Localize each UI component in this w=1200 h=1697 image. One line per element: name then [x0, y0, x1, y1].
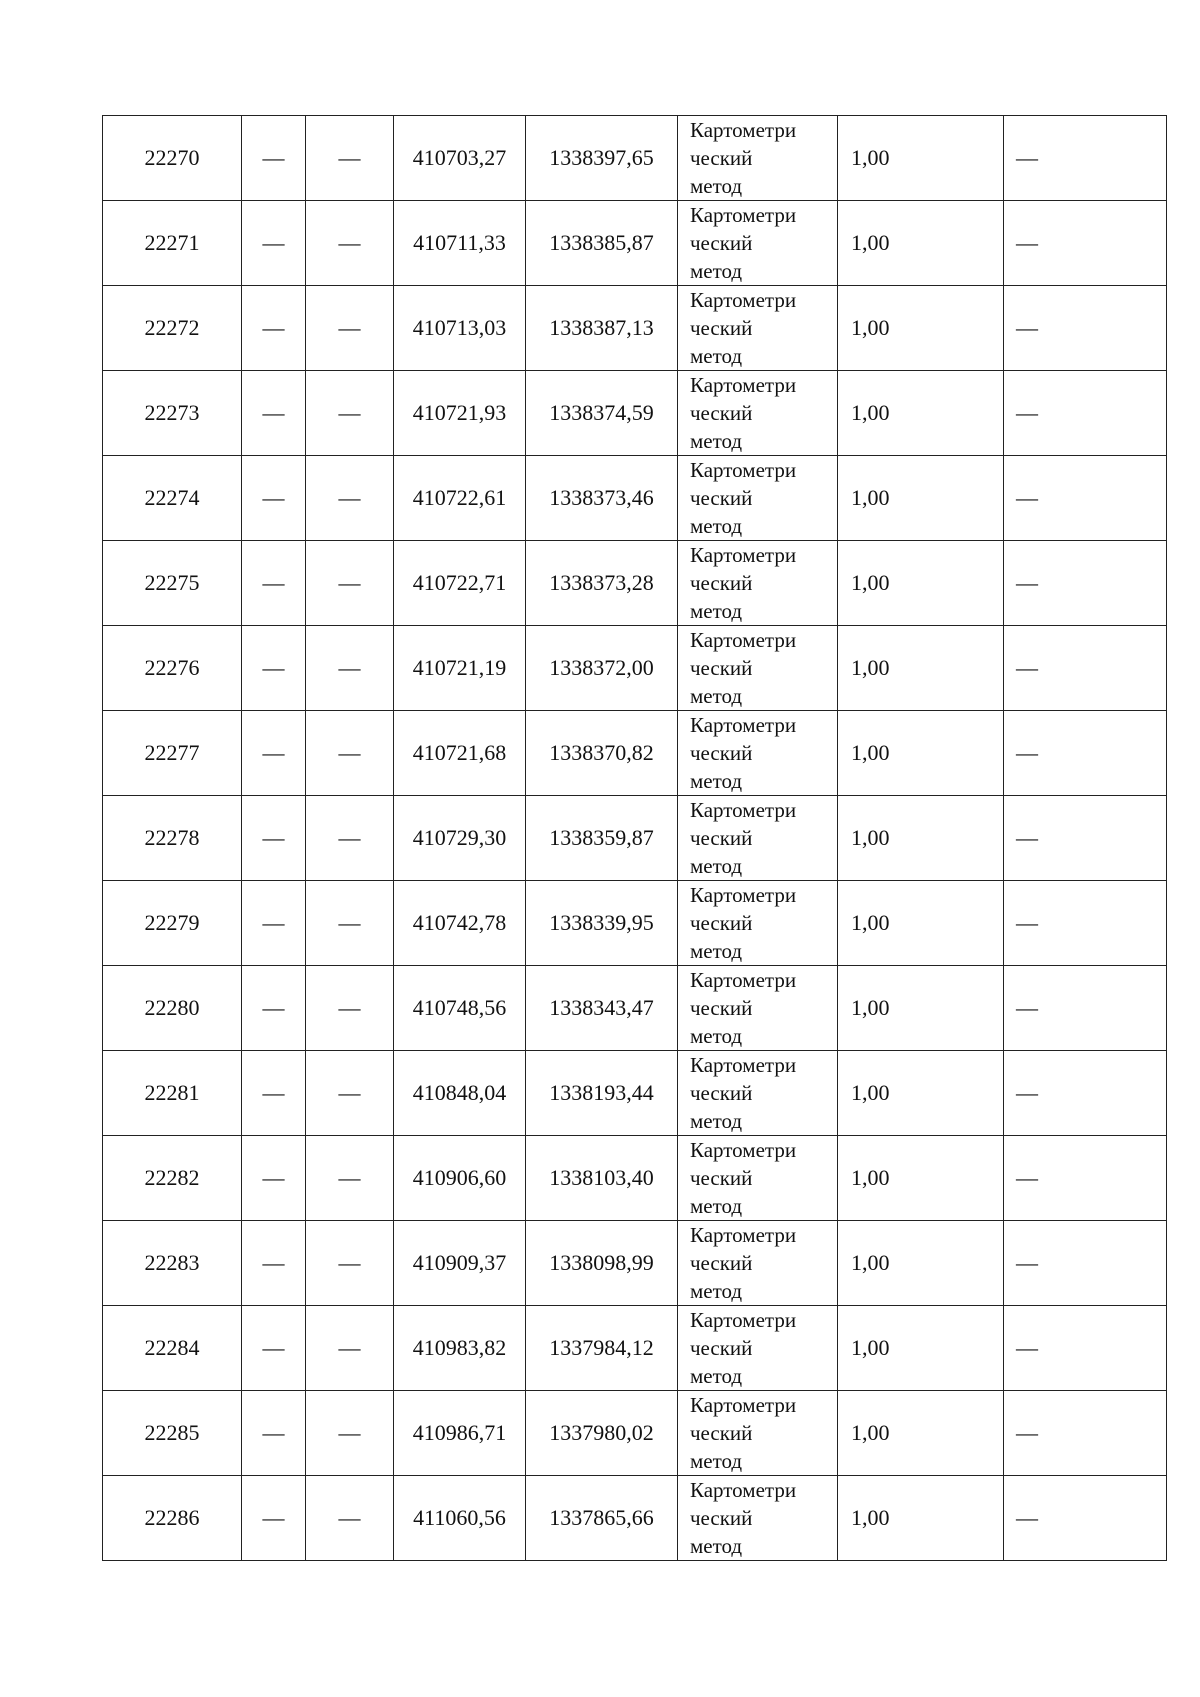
- x-coordinate-cell: 410722,71: [394, 541, 526, 626]
- table-row: [103, 1051, 1167, 1136]
- accuracy-cell: 1,00: [838, 711, 1004, 796]
- y-coordinate-cell: 1338387,13: [526, 286, 678, 371]
- empty-dash-cell: —: [242, 796, 306, 881]
- method-cell: [678, 966, 838, 1051]
- accuracy-cell: 1,00: [838, 796, 1004, 881]
- method-text-line: метод: [690, 259, 743, 283]
- method-cell: [678, 1051, 838, 1136]
- point-number-cell: 22280: [103, 966, 242, 1051]
- y-coordinate-cell: 1338373,46: [526, 456, 678, 541]
- y-coordinate-cell: 1338103,40: [526, 1136, 678, 1221]
- empty-dash-cell: —: [1004, 201, 1167, 286]
- table-row: [103, 286, 1167, 371]
- empty-dash-cell: —: [306, 1476, 394, 1561]
- point-number-cell: 22272: [103, 286, 242, 371]
- empty-dash-cell: —: [306, 456, 394, 541]
- empty-dash-cell: —: [1004, 796, 1167, 881]
- y-coordinate-cell: 1338373,28: [526, 541, 678, 626]
- accuracy-cell: 1,00: [838, 456, 1004, 541]
- x-coordinate-cell: 411060,56: [394, 1476, 526, 1561]
- table-row: [103, 966, 1167, 1051]
- table-row: [103, 456, 1167, 541]
- method-cell: [678, 711, 838, 796]
- accuracy-cell: 1,00: [838, 1391, 1004, 1476]
- table-row: [103, 1136, 1167, 1221]
- empty-dash-cell: —: [306, 541, 394, 626]
- point-number-cell: 22286: [103, 1476, 242, 1561]
- method-text-line: метод: [690, 1364, 743, 1388]
- table-row: [103, 1391, 1167, 1476]
- method-text-line: Картометри: [690, 713, 797, 737]
- method-text-line: Картометри: [690, 203, 797, 227]
- x-coordinate-cell: 410906,60: [394, 1136, 526, 1221]
- x-coordinate-cell: 410703,27: [394, 116, 526, 201]
- method-text-line: ческий: [690, 1166, 753, 1190]
- empty-dash-cell: —: [1004, 286, 1167, 371]
- empty-dash-cell: —: [1004, 711, 1167, 796]
- y-coordinate-cell: 1338193,44: [526, 1051, 678, 1136]
- empty-dash-cell: —: [242, 116, 306, 201]
- empty-dash-cell: —: [1004, 1391, 1167, 1476]
- point-number-cell: 22282: [103, 1136, 242, 1221]
- method-text-line: метод: [690, 769, 743, 793]
- method-text-line: метод: [690, 344, 743, 368]
- method-text-line: Картометри: [690, 628, 797, 652]
- empty-dash-cell: —: [1004, 371, 1167, 456]
- empty-dash-cell: —: [242, 1221, 306, 1306]
- method-text-line: метод: [690, 1109, 743, 1133]
- table-row: [103, 1306, 1167, 1391]
- empty-dash-cell: —: [306, 116, 394, 201]
- y-coordinate-cell: 1337980,02: [526, 1391, 678, 1476]
- empty-dash-cell: —: [306, 371, 394, 456]
- method-cell: [678, 286, 838, 371]
- y-coordinate-cell: 1338372,00: [526, 626, 678, 711]
- point-number-cell: 22284: [103, 1306, 242, 1391]
- method-text-line: Картометри: [690, 458, 797, 482]
- point-number-cell: 22273: [103, 371, 242, 456]
- method-cell: [678, 541, 838, 626]
- method-text-line: ческий: [690, 656, 753, 680]
- empty-dash-cell: —: [1004, 966, 1167, 1051]
- method-cell: [678, 371, 838, 456]
- table-row: [103, 371, 1167, 456]
- method-text-line: ческий: [690, 401, 753, 425]
- accuracy-cell: 1,00: [838, 626, 1004, 711]
- method-text-line: метод: [690, 599, 743, 623]
- x-coordinate-cell: 410711,33: [394, 201, 526, 286]
- point-number-cell: 22278: [103, 796, 242, 881]
- y-coordinate-cell: 1338359,87: [526, 796, 678, 881]
- accuracy-cell: 1,00: [838, 966, 1004, 1051]
- accuracy-cell: 1,00: [838, 1136, 1004, 1221]
- table-row: [103, 1221, 1167, 1306]
- method-cell: [678, 201, 838, 286]
- method-text-line: метод: [690, 684, 743, 708]
- method-cell: [678, 1476, 838, 1561]
- accuracy-cell: 1,00: [838, 1476, 1004, 1561]
- method-text-line: ческий: [690, 1506, 753, 1530]
- method-text-line: ческий: [690, 911, 753, 935]
- empty-dash-cell: —: [242, 371, 306, 456]
- method-text-line: метод: [690, 174, 743, 198]
- method-text-line: ческий: [690, 1081, 753, 1105]
- x-coordinate-cell: 410848,04: [394, 1051, 526, 1136]
- method-text-line: Картометри: [690, 373, 797, 397]
- empty-dash-cell: —: [1004, 541, 1167, 626]
- x-coordinate-cell: 410721,68: [394, 711, 526, 796]
- empty-dash-cell: —: [306, 966, 394, 1051]
- empty-dash-cell: —: [1004, 1221, 1167, 1306]
- accuracy-cell: 1,00: [838, 286, 1004, 371]
- x-coordinate-cell: 410742,78: [394, 881, 526, 966]
- method-text-line: ческий: [690, 1251, 753, 1275]
- table-row: [103, 881, 1167, 966]
- y-coordinate-cell: 1338374,59: [526, 371, 678, 456]
- point-number-cell: 22283: [103, 1221, 242, 1306]
- empty-dash-cell: —: [242, 1136, 306, 1221]
- method-text-line: Картометри: [690, 118, 797, 142]
- method-text-line: Картометри: [690, 1478, 797, 1502]
- method-text-line: ческий: [690, 316, 753, 340]
- empty-dash-cell: —: [306, 1391, 394, 1476]
- method-text-line: метод: [690, 429, 743, 453]
- method-cell: [678, 1136, 838, 1221]
- empty-dash-cell: —: [306, 201, 394, 286]
- table-row: [103, 626, 1167, 711]
- method-text-line: Картометри: [690, 1393, 797, 1417]
- y-coordinate-cell: 1337865,66: [526, 1476, 678, 1561]
- empty-dash-cell: —: [242, 201, 306, 286]
- y-coordinate-cell: 1338370,82: [526, 711, 678, 796]
- method-cell: [678, 1391, 838, 1476]
- method-text-line: ческий: [690, 826, 753, 850]
- method-text-line: ческий: [690, 741, 753, 765]
- accuracy-cell: 1,00: [838, 116, 1004, 201]
- empty-dash-cell: —: [306, 1136, 394, 1221]
- method-text-line: Картометри: [690, 968, 797, 992]
- table-row: [103, 711, 1167, 796]
- y-coordinate-cell: 1338098,99: [526, 1221, 678, 1306]
- empty-dash-cell: —: [242, 966, 306, 1051]
- accuracy-cell: 1,00: [838, 881, 1004, 966]
- empty-dash-cell: —: [306, 1051, 394, 1136]
- empty-dash-cell: —: [242, 711, 306, 796]
- method-text-line: метод: [690, 854, 743, 878]
- table-body: [103, 116, 1167, 1561]
- coordinates-table: [102, 115, 1167, 1561]
- empty-dash-cell: —: [242, 1051, 306, 1136]
- empty-dash-cell: —: [1004, 116, 1167, 201]
- point-number-cell: 22277: [103, 711, 242, 796]
- empty-dash-cell: —: [1004, 1051, 1167, 1136]
- method-text-line: метод: [690, 1024, 743, 1048]
- empty-dash-cell: —: [306, 286, 394, 371]
- method-text-line: ческий: [690, 146, 753, 170]
- point-number-cell: 22276: [103, 626, 242, 711]
- accuracy-cell: 1,00: [838, 1306, 1004, 1391]
- empty-dash-cell: —: [306, 1221, 394, 1306]
- method-text-line: ческий: [690, 1336, 753, 1360]
- empty-dash-cell: —: [306, 626, 394, 711]
- x-coordinate-cell: 410986,71: [394, 1391, 526, 1476]
- method-cell: [678, 116, 838, 201]
- method-text-line: метод: [690, 1449, 743, 1473]
- method-cell: [678, 1221, 838, 1306]
- point-number-cell: 22275: [103, 541, 242, 626]
- empty-dash-cell: —: [1004, 1476, 1167, 1561]
- empty-dash-cell: —: [306, 796, 394, 881]
- empty-dash-cell: —: [242, 1391, 306, 1476]
- method-text-line: Картометри: [690, 1138, 797, 1162]
- x-coordinate-cell: 410748,56: [394, 966, 526, 1051]
- x-coordinate-cell: 410983,82: [394, 1306, 526, 1391]
- point-number-cell: 22274: [103, 456, 242, 541]
- y-coordinate-cell: 1338339,95: [526, 881, 678, 966]
- method-text-line: Картометри: [690, 798, 797, 822]
- table-row: [103, 541, 1167, 626]
- table-row: [103, 116, 1167, 201]
- accuracy-cell: 1,00: [838, 371, 1004, 456]
- x-coordinate-cell: 410909,37: [394, 1221, 526, 1306]
- method-text-line: Картометри: [690, 883, 797, 907]
- method-text-line: метод: [690, 1534, 743, 1558]
- method-text-line: Картометри: [690, 1308, 797, 1332]
- empty-dash-cell: —: [242, 626, 306, 711]
- method-text-line: Картометри: [690, 1223, 797, 1247]
- accuracy-cell: 1,00: [838, 1221, 1004, 1306]
- empty-dash-cell: —: [242, 286, 306, 371]
- y-coordinate-cell: 1337984,12: [526, 1306, 678, 1391]
- point-number-cell: 22271: [103, 201, 242, 286]
- method-text-line: ческий: [690, 231, 753, 255]
- table-row: [103, 796, 1167, 881]
- method-cell: [678, 1306, 838, 1391]
- method-text-line: метод: [690, 1279, 743, 1303]
- method-text-line: Картометри: [690, 543, 797, 567]
- empty-dash-cell: —: [242, 541, 306, 626]
- empty-dash-cell: —: [242, 1476, 306, 1561]
- method-text-line: метод: [690, 939, 743, 963]
- empty-dash-cell: —: [306, 881, 394, 966]
- method-text-line: метод: [690, 514, 743, 538]
- method-cell: [678, 456, 838, 541]
- method-text-line: ческий: [690, 996, 753, 1020]
- table-row: [103, 201, 1167, 286]
- empty-dash-cell: —: [242, 1306, 306, 1391]
- method-cell: [678, 796, 838, 881]
- point-number-cell: 22281: [103, 1051, 242, 1136]
- method-text-line: ческий: [690, 571, 753, 595]
- x-coordinate-cell: 410729,30: [394, 796, 526, 881]
- y-coordinate-cell: 1338343,47: [526, 966, 678, 1051]
- method-text-line: ческий: [690, 486, 753, 510]
- point-number-cell: 22279: [103, 881, 242, 966]
- accuracy-cell: 1,00: [838, 201, 1004, 286]
- empty-dash-cell: —: [1004, 881, 1167, 966]
- method-cell: [678, 626, 838, 711]
- method-text-line: метод: [690, 1194, 743, 1218]
- x-coordinate-cell: 410713,03: [394, 286, 526, 371]
- empty-dash-cell: —: [1004, 626, 1167, 711]
- empty-dash-cell: —: [306, 1306, 394, 1391]
- empty-dash-cell: —: [1004, 456, 1167, 541]
- point-number-cell: 22270: [103, 116, 242, 201]
- empty-dash-cell: —: [306, 711, 394, 796]
- x-coordinate-cell: 410721,19: [394, 626, 526, 711]
- x-coordinate-cell: 410722,61: [394, 456, 526, 541]
- empty-dash-cell: —: [1004, 1136, 1167, 1221]
- empty-dash-cell: —: [242, 456, 306, 541]
- method-text-line: ческий: [690, 1421, 753, 1445]
- empty-dash-cell: —: [1004, 1306, 1167, 1391]
- accuracy-cell: 1,00: [838, 1051, 1004, 1136]
- y-coordinate-cell: 1338385,87: [526, 201, 678, 286]
- x-coordinate-cell: 410721,93: [394, 371, 526, 456]
- method-text-line: Картометри: [690, 288, 797, 312]
- table-row: [103, 1476, 1167, 1561]
- point-number-cell: 22285: [103, 1391, 242, 1476]
- method-text-line: Картометри: [690, 1053, 797, 1077]
- y-coordinate-cell: 1338397,65: [526, 116, 678, 201]
- method-cell: [678, 881, 838, 966]
- empty-dash-cell: —: [242, 881, 306, 966]
- accuracy-cell: 1,00: [838, 541, 1004, 626]
